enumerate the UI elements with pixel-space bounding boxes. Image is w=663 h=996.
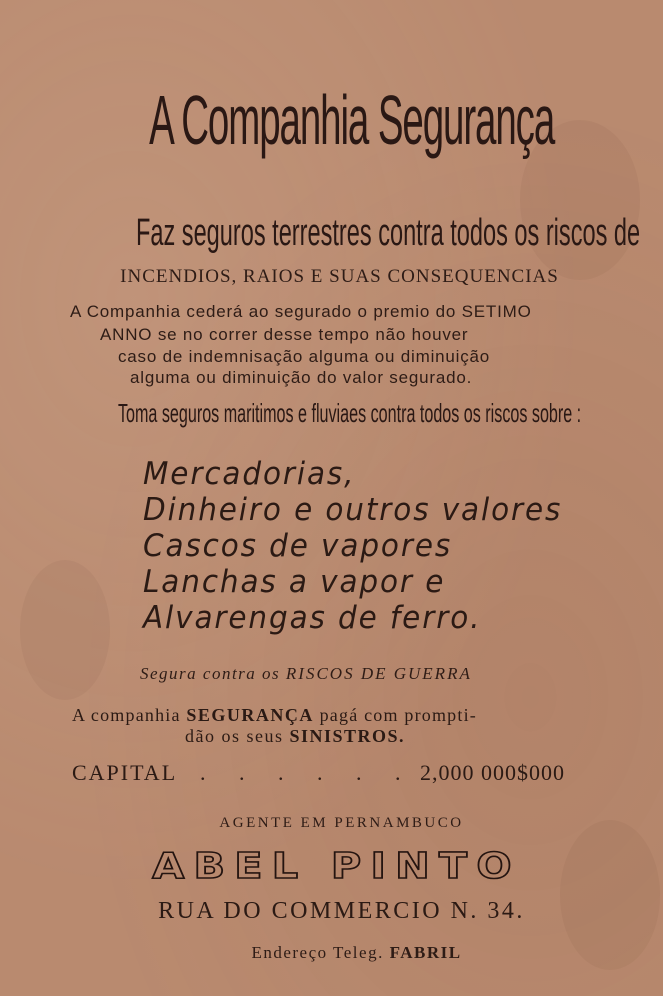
payment-line-1 [72, 705, 477, 726]
capital-label: CAPITAL [72, 760, 178, 785]
payment-line-1-b: pagá com prompti- [319, 705, 477, 725]
war-risk-caps: RISCOS DE GUERRA [285, 664, 472, 683]
agent-name: ABEL PINTO [152, 846, 521, 887]
agent-label: AGENTE EM PERNAMBUCO [219, 815, 464, 831]
goods-item: Cascos de vapores [143, 528, 453, 564]
sinistros-bold: SINISTROS. [289, 726, 406, 746]
payment-line-2 [185, 726, 405, 747]
premium-paragraph-line-3: caso de indemnisação alguma ou diminuição [118, 347, 491, 366]
company-title: A Companhia Segurança [149, 81, 555, 159]
payment-line-1-a: A companhia [72, 705, 181, 725]
war-risk-prefix: Segura contra os [140, 664, 281, 683]
telegraph-address [25, 943, 663, 963]
risks-line: INCENDIOS, RAIOS E SUAS CONSEQUENCIAS [120, 266, 559, 287]
capital-leader-dots: . . . . . . [200, 760, 415, 785]
insurance-subtitle: Faz seguros terrestres contra todos os riscos de [135, 212, 641, 254]
goods-item: Dinheiro e outros valores [143, 492, 563, 528]
agent-address: RUA DO COMMERCIO N. 34. [158, 898, 525, 924]
payment-line-2-a: dão os seus [185, 726, 284, 746]
company-name-bold: SEGURANÇA [186, 705, 314, 725]
maritime-line: Toma seguros maritimos e fluviaes contra todos os riscos sobre : [117, 398, 582, 428]
telegraph-code: FABRIL [389, 943, 462, 962]
goods-item: Mercadorias, [143, 456, 356, 492]
war-risk-line [140, 664, 472, 684]
goods-item: Lanchas a vapor e [143, 564, 446, 600]
premium-paragraph-line-2: ANNO se no correr desse tempo não houver [100, 325, 469, 344]
paper-stain [20, 560, 110, 700]
premium-paragraph-line-1: A Companhia cederá ao segurado o premio do SETIMO [70, 302, 532, 321]
goods-item: Alvarengas de ferro. [143, 600, 482, 636]
premium-paragraph-line-4: alguma ou diminuição do valor segurado. [130, 368, 473, 387]
telegraph-prefix: Endereço Teleg. [251, 943, 384, 962]
capital-value: 2,000 000$000 [420, 760, 565, 785]
